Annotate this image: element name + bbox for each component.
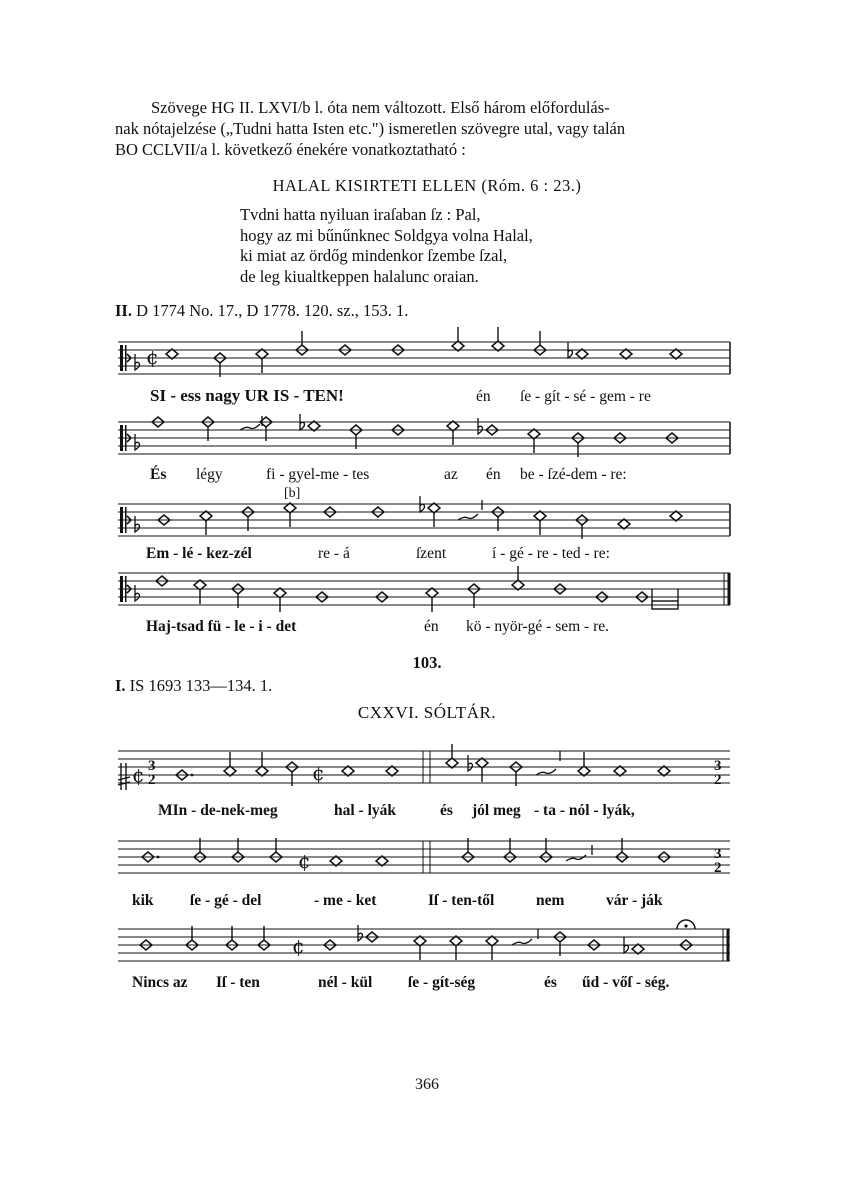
svg-text:3: 3 <box>714 758 722 774</box>
lyric-i-1-e: - ta - nól - lyák, <box>534 802 635 819</box>
notes-ii-3 <box>158 496 682 539</box>
lyric-i-1-d: jól meg <box>472 802 521 819</box>
section-ii-source-text: D 1774 No. 17., D 1778. 120. sz., 153. 1. <box>136 301 409 320</box>
lyric-i-2-b: ſe - gé - del <box>190 892 262 909</box>
svg-text:2: 2 <box>714 772 722 788</box>
lyric-i-2-c: - me - ket <box>314 892 377 909</box>
psalm-title: CXXVI. SÓLTÁR. <box>357 703 497 722</box>
poem-line-4: de leg kiualtkeppen halalunc oraian. <box>240 266 479 286</box>
lyric-ii-2-a: És <box>150 466 167 483</box>
lyric-i-3-c: nél - kül <box>318 974 373 991</box>
lyric-ii-1-a: SI - ess nagy UR IS - TEN! <box>150 386 344 405</box>
lyric-ii-3-b: re - á <box>318 545 350 562</box>
staff-ii-2 <box>118 422 730 454</box>
svg-text:3: 3 <box>148 758 156 774</box>
editorial-flat-mark: [b] <box>284 486 301 501</box>
lyric-i-1-b: hal - lyák <box>334 802 397 819</box>
lyric-i-2-d: Iſ - ten-től <box>428 892 495 909</box>
lyric-i-3-d: ſe - gít-ség <box>408 974 476 991</box>
lyric-ii-1-b: én <box>476 388 491 405</box>
lyric-ii-4-a: Haj-tsad fü - le - i - det <box>146 618 297 635</box>
intro-line-2: nak nótajelzése („Tudni hatta Isten etc.") ismeretlen szövegre utal, vagy talán <box>115 119 626 138</box>
notes-ii-1 <box>166 327 682 377</box>
svg-text:3: 3 <box>714 846 722 862</box>
lyric-i-2-e: nem <box>536 892 565 909</box>
poem-title: HALAL KISIRTETI ELLEN (Róm. 6 : 23.) <box>272 176 582 195</box>
section-i-source-text: IS 1693 133—134. 1. <box>129 676 273 695</box>
lyric-i-3-f: űd - vőſ - ség. <box>582 974 670 991</box>
lyric-ii-2-d: az <box>444 466 458 483</box>
svg-text:¢: ¢ <box>312 761 325 785</box>
hymn-number: 103. <box>412 653 442 672</box>
notes-ii-2 <box>152 414 678 457</box>
staff-i-1 <box>118 751 730 783</box>
intro-line-1: Szövege HG II. LXVI/b l. óta nem változott. Első három előfordulás- <box>151 98 610 117</box>
section-i-label: I. <box>115 676 126 695</box>
lyric-i-2-a: kik <box>132 892 154 909</box>
intro-line-3: BO CCLVII/a l. következő énekére vonatkoztatható : <box>115 140 466 159</box>
svg-text:2: 2 <box>148 772 156 788</box>
lyric-ii-2-e: én <box>486 466 501 483</box>
svg-text:¢: ¢ <box>146 345 159 369</box>
section-ii-label: II. <box>115 301 132 320</box>
section-i-source <box>115 676 272 696</box>
lyric-ii-3-d: í - gé - re - ted - re: <box>492 545 610 562</box>
svg-text:2: 2 <box>714 860 722 876</box>
notes-i-3 <box>140 920 695 960</box>
notes-i-2 <box>142 838 670 873</box>
poem-line-2: hogy az mi bűnűnknec Soldgya volna Halal, <box>240 225 533 245</box>
lyric-ii-2-b: légy <box>196 466 223 483</box>
staff-ii-1 <box>118 342 730 374</box>
poem-line-3: ki miat az ördőg mindenkor ſzembe ſzal, <box>240 246 508 265</box>
lyric-ii-4-c: kö - nyör-gé - sem - re. <box>466 618 610 635</box>
lyric-i-3-a: Nincs az <box>132 974 188 991</box>
lyric-i-1-c: és <box>440 802 453 819</box>
staff-ii-4 <box>118 573 730 605</box>
lyric-ii-2-f: be - ſzé-dem - re: <box>520 466 627 483</box>
lyric-i-3-b: Iſ - ten <box>216 974 260 991</box>
lyric-ii-4-b: én <box>424 618 439 635</box>
lyric-ii-1-c: ſe - gít - sé - gem - re <box>520 388 651 405</box>
svg-text:¢: ¢ <box>298 849 311 873</box>
lyric-i-3-e: és <box>544 974 557 991</box>
poem-line-1: Tvdni hatta nyiluan iraſaban ſz : Pal, <box>240 205 481 224</box>
lyric-i-1-a: MIn - de-nek-meg <box>158 802 278 819</box>
lyric-ii-3-a: Em - lé - kez-zél <box>146 545 252 562</box>
page-number: 366 <box>415 1076 439 1093</box>
lyric-i-2-f: vár - ják <box>606 892 663 909</box>
lyric-ii-3-c: ſzent <box>416 545 447 562</box>
lyric-ii-2-c: fi - gyel-me - tes <box>266 466 370 483</box>
staff-i-2 <box>118 841 730 873</box>
svg-text:¢: ¢ <box>132 763 145 787</box>
svg-text:¢: ¢ <box>292 934 305 958</box>
